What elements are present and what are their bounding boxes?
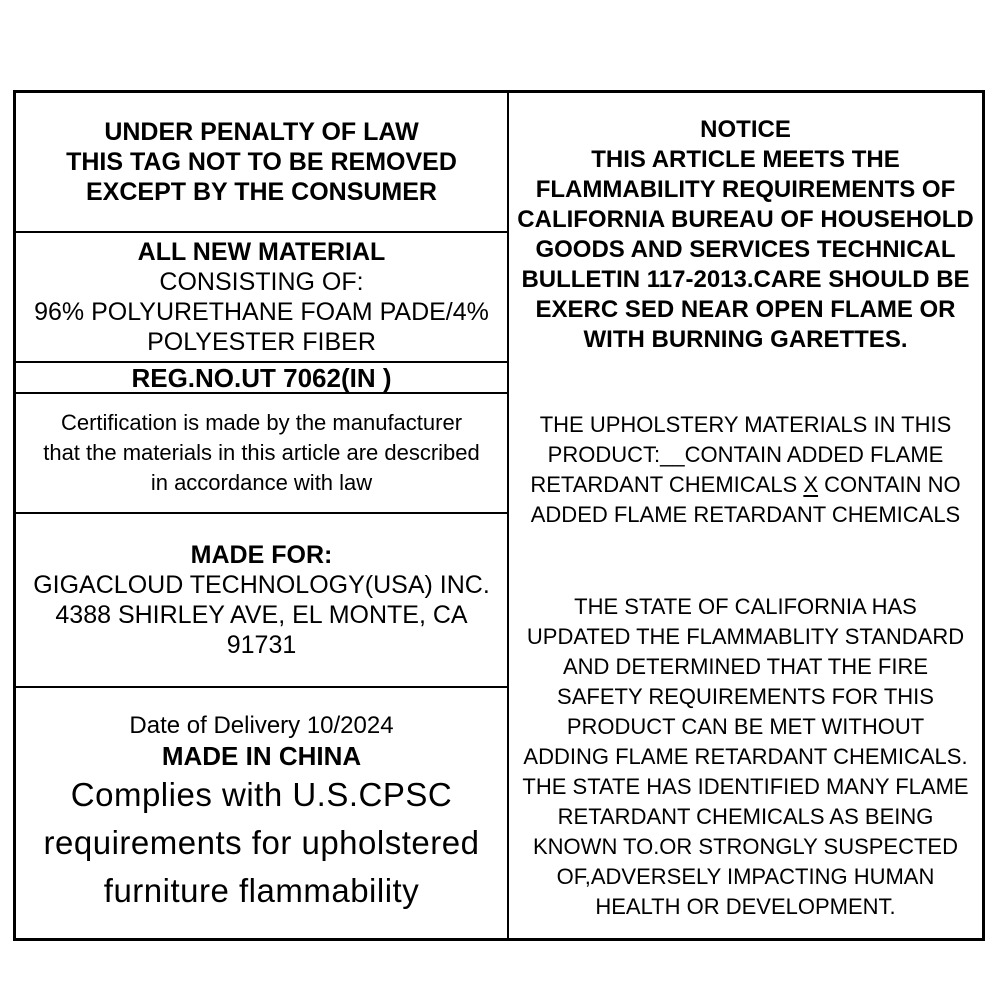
notice-line: BULLETIN 117-2013.CARE SHOULD BE: [521, 266, 970, 293]
state-line: AND DETERMINED THAT THE FIRE: [562, 654, 929, 679]
penalty-line: EXCEPT BY THE CONSUMER: [86, 178, 437, 206]
notice-line: CALIFORNIA BUREAU OF HOUSEHOLD: [517, 206, 974, 233]
law-label: [13, 90, 985, 941]
materials-line-text: CONTAIN NO: [824, 472, 961, 497]
material-heading: ALL NEW MATERIAL: [137, 238, 386, 266]
contain-no-x-mark: X: [803, 472, 819, 497]
notice-line: EXERC SED NEAR OPEN FLAME OR: [535, 296, 956, 323]
made-in-china-text: MADE IN CHINA: [161, 741, 362, 771]
made-for-section: [16, 514, 507, 688]
state-line: PRODUCT CAN BE MET WITHOUT: [566, 714, 925, 739]
state-line: HEALTH OR DEVELOPMENT.: [595, 894, 896, 919]
state-line: THE STATE OF CALIFORNIA HAS: [574, 594, 917, 619]
state-line: RETARDANT CHEMICALS AS BEING: [557, 804, 934, 829]
materials-statement-paragraph: [509, 410, 982, 530]
state-line: OF,ADVERSELY IMPACTING HUMAN: [556, 864, 935, 889]
certification-line: that the materials in this article are described: [43, 440, 480, 465]
notice-line: WITH BURNING GARETTES.: [583, 326, 908, 353]
notice-paragraph: [509, 115, 982, 355]
notice-line: THIS ARTICLE MEETS THE: [591, 146, 900, 173]
material-line: POLYESTER FIBER: [147, 328, 376, 356]
state-line: THE STATE HAS IDENTIFIED MANY FLAME: [522, 774, 969, 799]
origin-section: [16, 688, 507, 938]
materials-line: ADDED FLAME RETARDANT CHEMICALS: [530, 502, 961, 527]
state-line: UPDATED THE FLAMMABLITY STANDARD: [526, 624, 965, 649]
penalty-line: UNDER PENALTY OF LAW: [104, 118, 419, 146]
notice-line: FLAMMABILITY REQUIREMENTS OF: [535, 176, 956, 203]
made-for-line: GIGACLOUD TECHNOLOGY(USA) INC.: [33, 571, 490, 599]
material-section: [16, 233, 507, 363]
right-column: [509, 93, 982, 938]
notice-line: NOTICE: [700, 116, 791, 143]
certification-section: [16, 394, 507, 514]
made-for-line: 91731: [226, 631, 297, 659]
materials-line: PRODUCT:__CONTAIN ADDED FLAME: [547, 442, 944, 467]
certification-line: Certification is made by the manufacturer: [60, 410, 463, 435]
materials-line: [509, 470, 982, 500]
compliance-line: Complies with U.S.CPSC: [70, 776, 453, 813]
materials-line: THE UPHOLSTERY MATERIALS IN THIS: [539, 412, 952, 437]
delivery-date-text: Date of Delivery 10/2024: [129, 712, 394, 739]
state-standard-paragraph: [509, 592, 982, 922]
state-line: ADDING FLAME RETARDANT CHEMICALS.: [523, 744, 968, 769]
penalty-line: THIS TAG NOT TO BE REMOVED: [66, 148, 457, 176]
materials-line-text: RETARDANT CHEMICALS: [530, 472, 798, 497]
state-line: KNOWN TO.OR STRONGLY SUSPECTED: [533, 834, 958, 859]
certification-line: in accordance with law: [150, 470, 373, 495]
compliance-line: requirements for upholstered: [43, 824, 480, 861]
state-line: SAFETY REQUIREMENTS FOR THIS: [557, 684, 934, 709]
material-line: CONSISTING OF:: [159, 268, 364, 296]
made-for-heading: MADE FOR:: [190, 541, 333, 569]
left-column: [16, 93, 509, 938]
compliance-line: furniture flammability: [103, 872, 420, 909]
penalty-section: [16, 93, 507, 233]
material-line: 96% POLYURETHANE FOAM PADE/4%: [34, 298, 489, 326]
notice-line: GOODS AND SERVICES TECHNICAL: [535, 236, 956, 263]
made-for-line: 4388 SHIRLEY AVE, EL MONTE, CA: [55, 601, 468, 629]
reg-no-section: [16, 363, 507, 394]
reg-no-text: REG.NO.UT 7062(IN ): [131, 362, 392, 393]
